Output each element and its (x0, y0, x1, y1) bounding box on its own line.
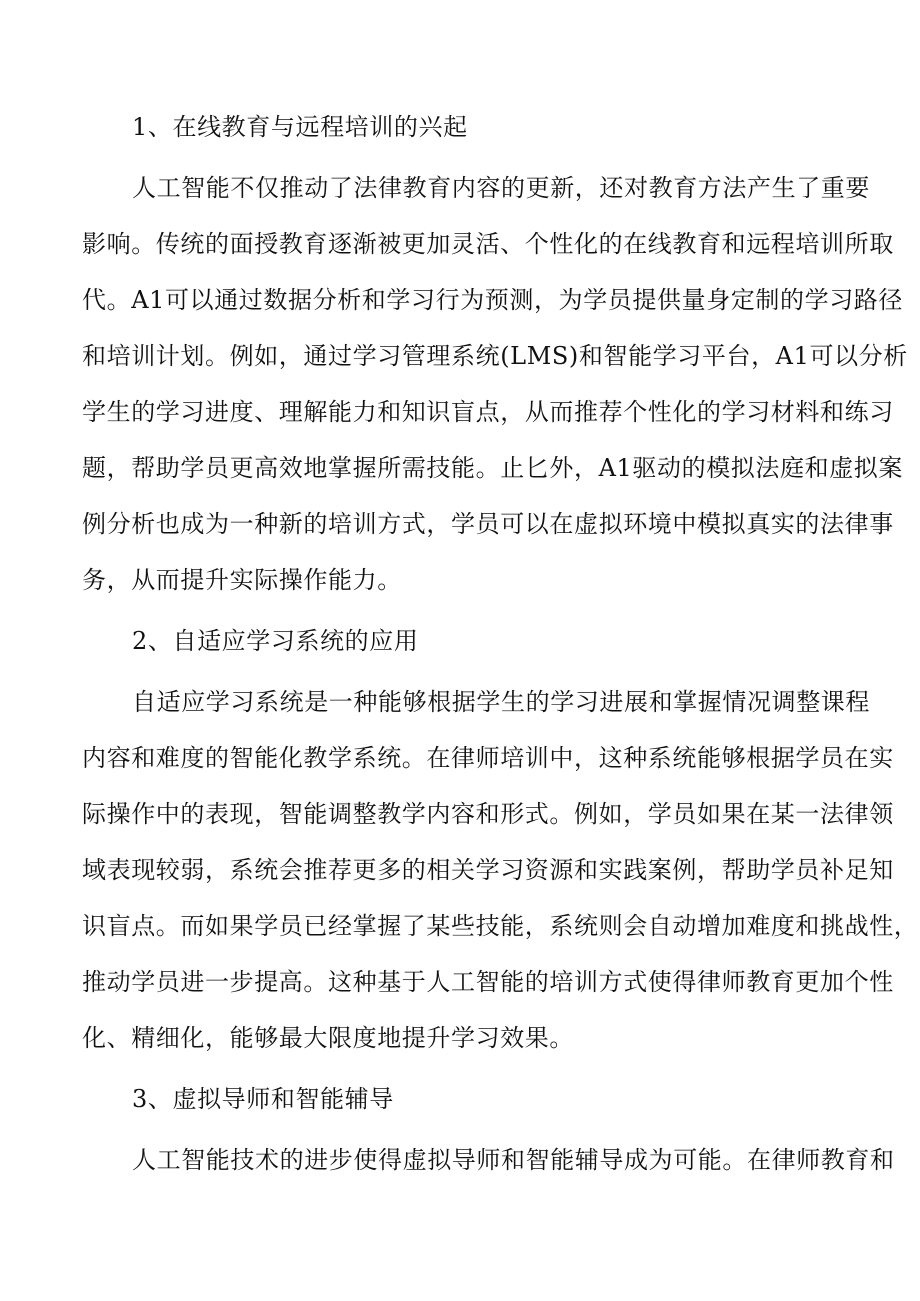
paragraph-line: 际操作中的表现，智能调整教学内容和形式。例如，学员如果在某一法律领 (82, 800, 894, 828)
paragraph-line: 识盲点。而如果学员已经掌握了某些技能，系统则会自动增加难度和挑战性， (82, 912, 919, 940)
section-heading-1: 1、在线教育与远程培训的兴起 (132, 113, 468, 141)
paragraph-line: 自适应学习系统是一种能够根据学生的学习进展和掌握情况调整课程 (132, 688, 870, 716)
paragraph-line: 例分析也成为一种新的培训方式，学员可以在虚拟环境中模拟真实的法律事 (82, 510, 894, 538)
paragraph-line: 人工智能技术的进步使得虚拟导师和智能辅导成为可能。在律师教育和 (132, 1146, 895, 1174)
paragraph-line: 内容和难度的智能化教学系统。在律师培训中，这种系统能够根据学员在实 (82, 744, 894, 772)
paragraph-line: 题，帮助学员更高效地掌握所需技能。止匕外，A1驱动的模拟法庭和虚拟案 (82, 454, 903, 482)
paragraph-line: 推动学员进一步提高。这种基于人工智能的培训方式使得律师教育更加个性 (82, 968, 894, 996)
paragraph-line: 人工智能不仅推动了法律教育内容的更新，还对教育方法产生了重要 (132, 174, 870, 202)
paragraph-line: 影响。传统的面授教育逐渐被更加灵活、个性化的在线教育和远程培训所取 (82, 230, 894, 258)
paragraph-line: 代。A1可以通过数据分析和学习行为预测，为学员提供量身定制的学习路径 (82, 286, 903, 314)
paragraph-line: 和培训计划。例如，通过学习管理系统(LMS)和智能学习平台，A1可以分析 (82, 342, 908, 370)
paragraph-line: 务，从而提升实际操作能力。 (82, 566, 402, 594)
paragraph-line: 化、精细化，能够最大限度地提升学习效果。 (82, 1024, 574, 1052)
section-heading-2: 2、自适应学习系统的应用 (132, 627, 419, 655)
paragraph-line: 学生的学习进度、理解能力和知识盲点，从而推荐个性化的学习材料和练习 (82, 398, 894, 426)
section-heading-3: 3、虚拟导师和智能辅导 (132, 1085, 394, 1113)
paragraph-line: 域表现较弱，系统会推荐更多的相关学习资源和实践案例，帮助学员补足知 (82, 856, 894, 884)
